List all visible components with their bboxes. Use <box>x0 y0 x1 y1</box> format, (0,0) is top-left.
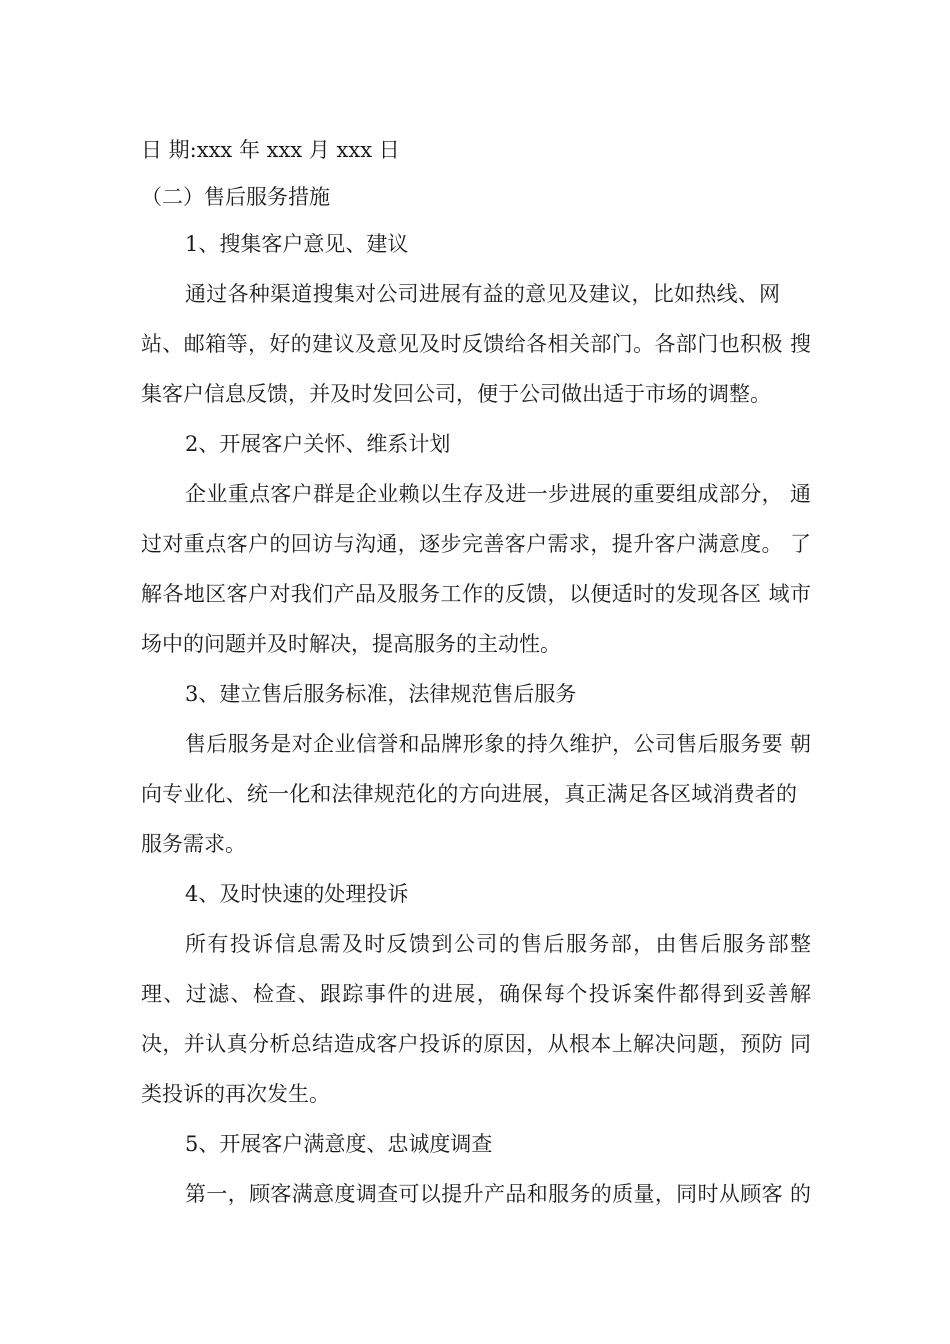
item-4-line-2: 理、过滤、检查、跟踪事件的进展，确保每个投诉案件都得到妥善解 <box>141 982 811 1006</box>
item-4-line-3: 决，并认真分析总结造成客户投诉的原因，从根本上解决问题，预防 同 <box>141 1032 811 1056</box>
item-1-line-2: 站、邮箱等，好的建议及意见及时反馈给各相关部门。各部门也积极 搜 <box>141 332 811 356</box>
item-3-heading: 3、建立售后服务标准，法律规范售后服务 <box>185 682 577 706</box>
item-2-line-4: 场中的问题并及时解决，提高服务的主动性。 <box>141 632 561 656</box>
section-title: （二）售后服务措施 <box>141 185 330 209</box>
item-2-line-2: 过对重点客户的回访与沟通，逐步完善客户需求，提升客户满意度。 了 <box>141 532 811 556</box>
item-4-line-4: 类投诉的再次发生。 <box>141 1082 330 1106</box>
item-1-line-3: 集客户信息反馈，并及时发回公司，便于公司做出适于市场的调整。 <box>141 382 771 406</box>
item-1-heading: 1、搜集客户意见、建议 <box>185 232 409 256</box>
item-3-line-2: 向专业化、统一化和法律规范化的方向进展，真正满足各区域消费者的 <box>141 782 797 806</box>
date-line: 日 期:xxx 年 xxx 月 xxx 日 <box>141 138 400 162</box>
item-3-line-1: 售后服务是对企业信誉和品牌形象的持久维护，公司售后服务要 朝 <box>185 732 811 756</box>
item-2-line-1: 企业重点客户群是企业赖以生存及进一步进展的重要组成部分， 通 <box>185 482 811 506</box>
item-5-heading: 5、开展客户满意度、忠诚度调查 <box>185 1132 493 1156</box>
item-4-line-1: 所有投诉信息需及时反馈到公司的售后服务部，由售后服务部整 <box>185 932 811 956</box>
item-5-line-1: 第一，顾客满意度调查可以提升产品和服务的质量，同时从顾客 的 <box>185 1182 811 1206</box>
item-3-line-3: 服务需求。 <box>141 832 246 856</box>
item-4-heading: 4、及时快速的处理投诉 <box>185 882 409 906</box>
item-1-line-1: 通过各种渠道搜集对公司进展有益的意见及建议，比如热线、网 <box>185 282 780 306</box>
item-2-heading: 2、开展客户关怀、维系计划 <box>185 432 451 456</box>
item-2-line-3: 解各地区客户对我们产品及服务工作的反馈，以便适时的发现各区 域市 <box>141 582 811 606</box>
